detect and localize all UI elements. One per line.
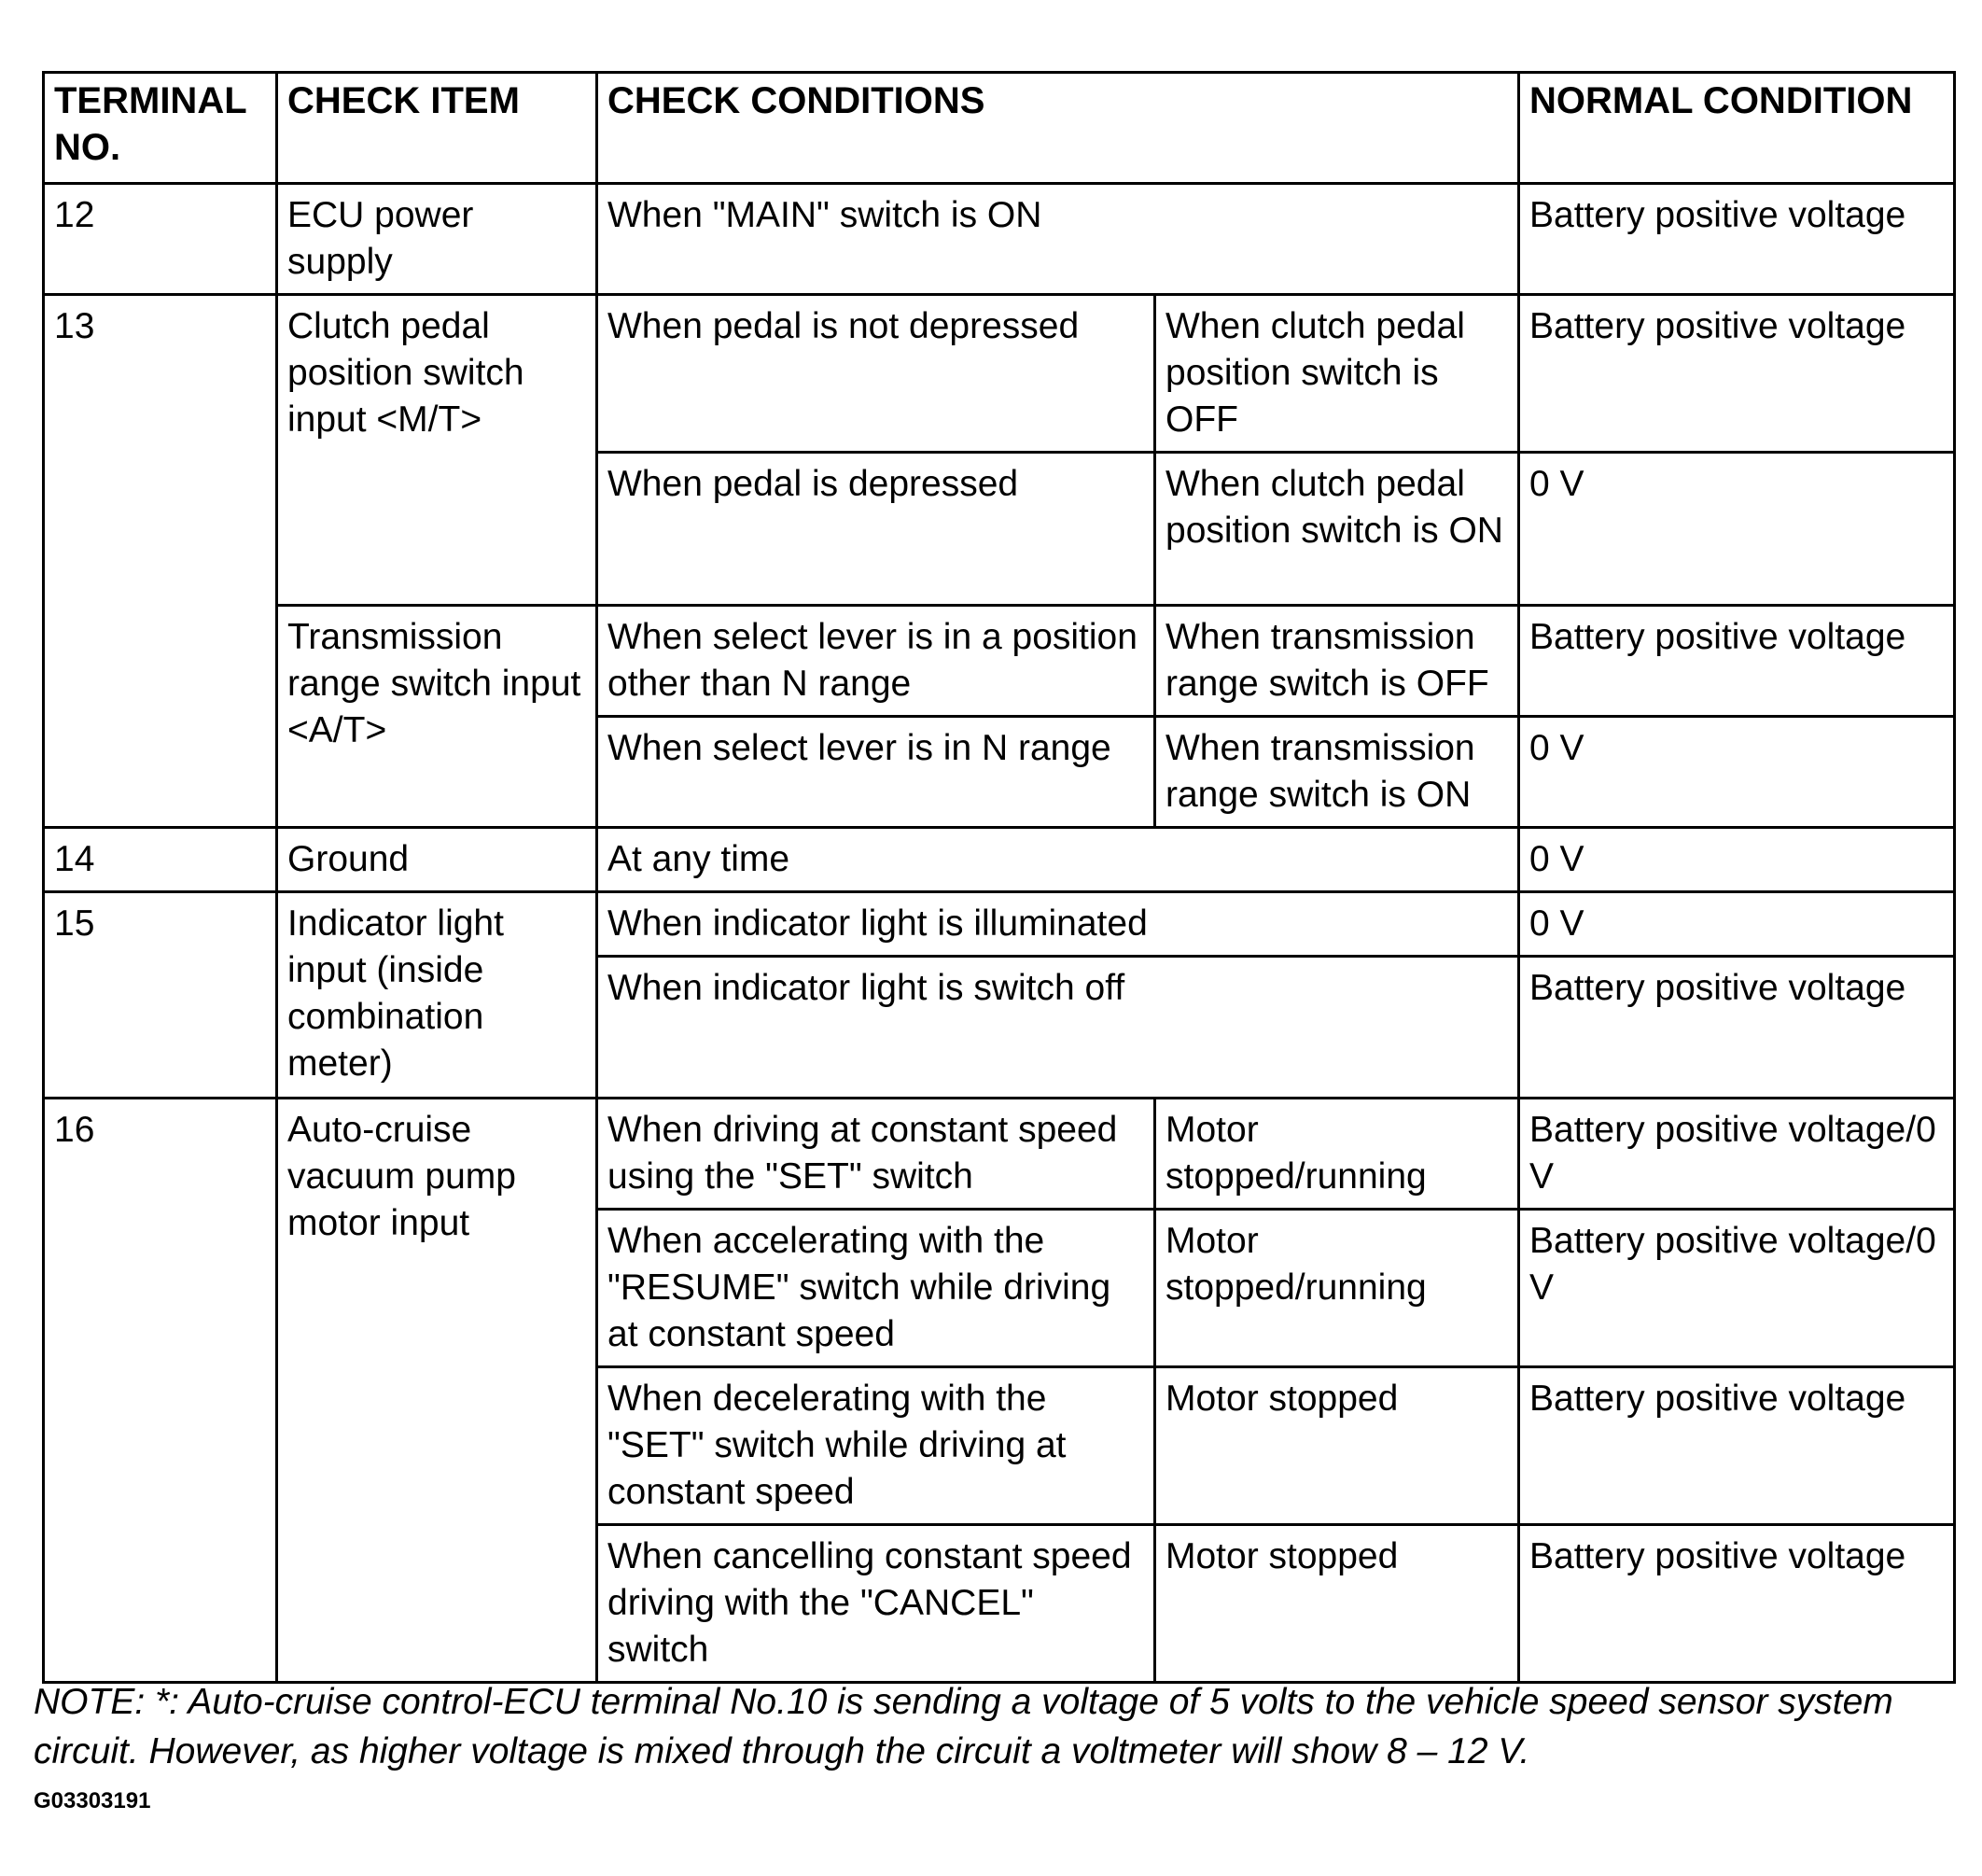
check-sub-condition: Motor stopped/running [1155,1099,1519,1210]
terminal-number: 16 [44,1099,277,1683]
normal-condition: 0 V [1519,453,1955,606]
check-sub-condition: Motor stopped [1155,1525,1519,1683]
check-item: Indicator light input (inside combination meter) [277,892,597,1099]
normal-condition: 0 V [1519,717,1955,828]
table-row [44,828,1955,892]
header-check-conditions: CHECK CONDITIONS [597,73,1519,184]
check-condition: When indicator light is illuminated [597,892,1519,957]
check-sub-condition: When transmission range switch is ON [1155,717,1519,828]
table-row [44,295,1955,453]
check-item: Auto-cruise vacuum pump motor input [277,1099,597,1683]
normal-condition: Battery positive voltage [1519,184,1955,295]
terminal-check-sheet [42,71,1953,1684]
normal-condition: Battery positive voltage [1519,1525,1955,1683]
check-item: Clutch pedal position switch input <M/T> [277,295,597,606]
check-item: Transmission range switch input <A/T> [277,606,597,828]
normal-condition: Battery positive voltage/0 V [1519,1210,1955,1367]
normal-condition: Battery positive voltage [1519,957,1955,1099]
table-row [44,1099,1955,1210]
check-item: Ground [277,828,597,892]
terminal-check-table [42,71,1956,1684]
terminal-number: 12 [44,184,277,295]
check-condition: When accelerating with the "RESUME" switch while driving at constant speed [597,1210,1155,1367]
normal-condition: Battery positive voltage [1519,1367,1955,1525]
check-condition: When pedal is not depressed [597,295,1155,453]
check-condition: When driving at constant speed using the "SET" switch [597,1099,1155,1210]
check-sub-condition: When transmission range switch is OFF [1155,606,1519,717]
header-check-item: CHECK ITEM [277,73,597,184]
check-sub-condition: Motor stopped [1155,1367,1519,1525]
normal-condition: Battery positive voltage/0 V [1519,1099,1955,1210]
header-normal-condition: NORMAL CONDITION [1519,73,1955,184]
normal-condition: 0 V [1519,828,1955,892]
normal-condition: Battery positive voltage [1519,606,1955,717]
header-terminal-no: TERMINAL NO. [44,73,277,184]
check-condition: When pedal is depressed [597,453,1155,606]
check-condition: When decelerating with the "SET" switch while driving at constant speed [597,1367,1155,1525]
footnote: NOTE: *: Auto-cruise control-ECU terminal No.10 is sending a voltage of 5 volts to the vehicle speed sensor system circuit. However, as higher voltage is mixed through the circuit a voltmeter will show 8 – 12 V. [34,1682,1893,1771]
check-sub-condition: When clutch pedal position switch is OFF [1155,295,1519,453]
check-condition: When select lever is in a position other than N range [597,606,1155,717]
check-sub-condition: Motor stopped/running [1155,1210,1519,1367]
header-row [44,73,1955,184]
normal-condition: Battery positive voltage [1519,295,1955,453]
terminal-number: 13 [44,295,277,828]
check-condition: When cancelling constant speed driving with the "CANCEL" switch [597,1525,1155,1683]
table-row [44,184,1955,295]
table-row [44,606,1955,717]
figure-id: G03303191 [34,1788,151,1813]
check-sub-condition: When clutch pedal position switch is ON [1155,453,1519,606]
check-condition: When select lever is in N range [597,717,1155,828]
table-row [44,892,1955,957]
terminal-number: 15 [44,892,277,1099]
check-condition: When indicator light is switch off [597,957,1519,1099]
check-condition: When "MAIN" switch is ON [597,184,1519,295]
normal-condition: 0 V [1519,892,1955,957]
terminal-number: 14 [44,828,277,892]
check-item: ECU power supply [277,184,597,295]
check-condition: At any time [597,828,1519,892]
